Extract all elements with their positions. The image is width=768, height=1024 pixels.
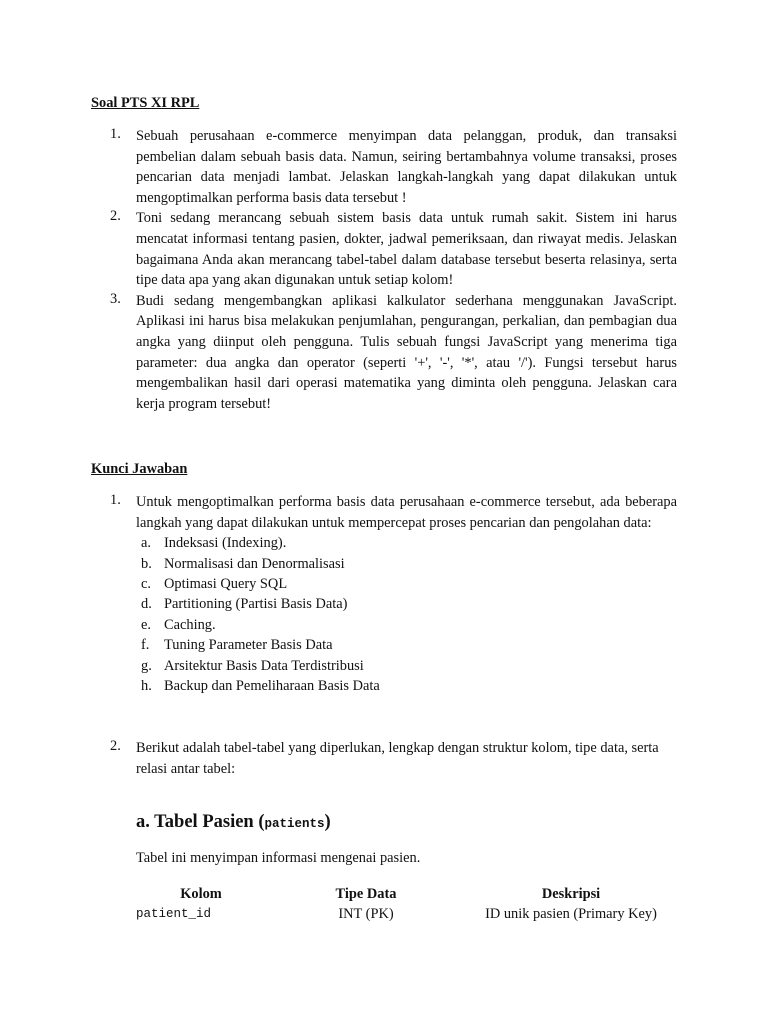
table-header-row [136,884,676,904]
list-letter: h. [141,678,152,695]
table-cell-kolom: patient_id [136,907,212,921]
answer-list-1 [110,492,677,696]
column-header-deskripsi: Deskripsi [541,886,601,902]
list-text: Caching. [164,616,216,633]
list-letter: c. [141,576,151,592]
kunci-title: Kunci Jawaban [91,461,188,477]
question-number: 1. [110,126,121,142]
question-item [110,291,677,415]
soal-title: Soal PTS XI RPL [91,95,200,111]
question-list [110,126,677,414]
list-item [136,554,677,574]
list-text: Arsitektur Basis Data Terdistribusi [164,657,364,674]
question-number: 3. [110,290,121,307]
table-row [136,904,676,924]
answer-list-2 [110,738,670,779]
question-item [110,126,677,208]
list-item [136,656,677,676]
list-item [136,574,677,594]
table-cell-tipe-data: INT (PK) [338,906,394,922]
list-letter: e. [141,616,151,633]
question-text: Toni sedang merancang sebuah sistem basis data untuk rumah sakit. Sistem ini harus mencatat informasi tentang pasien, dokter, jadwal pemeriksaan, dan riwayat medis. Jelaskan bagaimana Anda akan merancang tabel-tabel dalam database tersebut beserta relasinya, serta tipe data apa yang akan digunakan untuk setiap kolom! [136,210,677,289]
list-letter: f. [141,637,150,654]
answer-intro: Berikut adalah tabel-tabel yang diperlukan, lengkap dengan struktur kolom, tipe data, serta relasi antar tabel: [136,740,659,777]
answer-number: 1. [110,492,121,508]
section-title-patients [136,810,331,836]
answer-number: 2. [110,738,121,754]
list-text: Normalisasi dan Denormalisasi [164,555,345,572]
question-text: Budi sedang mengembangkan aplikasi kalkulator sederhana menggunakan JavaScript. Aplikasi ini harus bisa melakukan penjumlahan, pengurangan, perkalian, dan pembagian dua angka yang diinput oleh pengguna. Tulis sebuah fungsi JavaScript yang menerima tiga parameter: dua angka dan operator (seperti '+', '-', '*', atau '/'). Fungsi tersebut harus mengembalikan hasil dari operasi matematika yang diminta oleh pengguna. Jelaskan cara kerja program tersebut! [136,292,677,412]
column-header-kolom: Kolom [180,886,222,902]
list-item [136,594,677,614]
answer-item [110,738,670,779]
list-letter: d. [141,596,152,613]
list-text: Tuning Parameter Basis Data [164,637,333,654]
column-header-tipe-data: Tipe Data [335,886,397,902]
list-item [136,635,677,655]
section-description: Tabel ini menyimpan informasi mengenai pasien. [136,850,421,866]
list-letter: g. [141,657,152,674]
table-cell-deskripsi: ID unik pasien (Primary Key) [485,906,657,922]
list-text: Indeksasi (Indexing). [164,535,287,552]
question-item [110,208,677,290]
list-text: Backup dan Pemeliharaan Basis Data [164,678,380,695]
answer-sub-list [136,533,677,696]
list-item [136,533,677,553]
section-title-prefix: a. Tabel Pasien ( [136,812,265,832]
list-text: Partitioning (Partisi Basis Data) [164,596,348,613]
list-text: Optimasi Query SQL [164,576,288,592]
answer-intro: Untuk mengoptimalkan performa basis data perusahaan e-commerce tersebut, ada beberapa langkah yang dapat dilakukan untuk mempercepat proses pencarian dan pengolahan data: [136,494,677,531]
question-number: 2. [110,208,121,225]
list-letter: a. [141,535,151,552]
question-text: Sebuah perusahaan e-commerce menyimpan data pelanggan, produk, dan transaksi pembelian dalam sebuah basis data. Namun, seiring bertambahnya volume transaksi, proses pencarian data menjadi lambat. Jelaskan langkah-langkah yang dapat dilakukan untuk mengoptimalkan performa basis data tersebut ! [136,128,677,206]
list-item [136,615,677,635]
answer-item [110,492,677,696]
section-title-suffix: ) [324,812,331,832]
patients-table [136,884,676,924]
list-item [136,676,677,696]
table-code-name: patients [264,817,325,831]
list-letter: b. [141,555,152,572]
